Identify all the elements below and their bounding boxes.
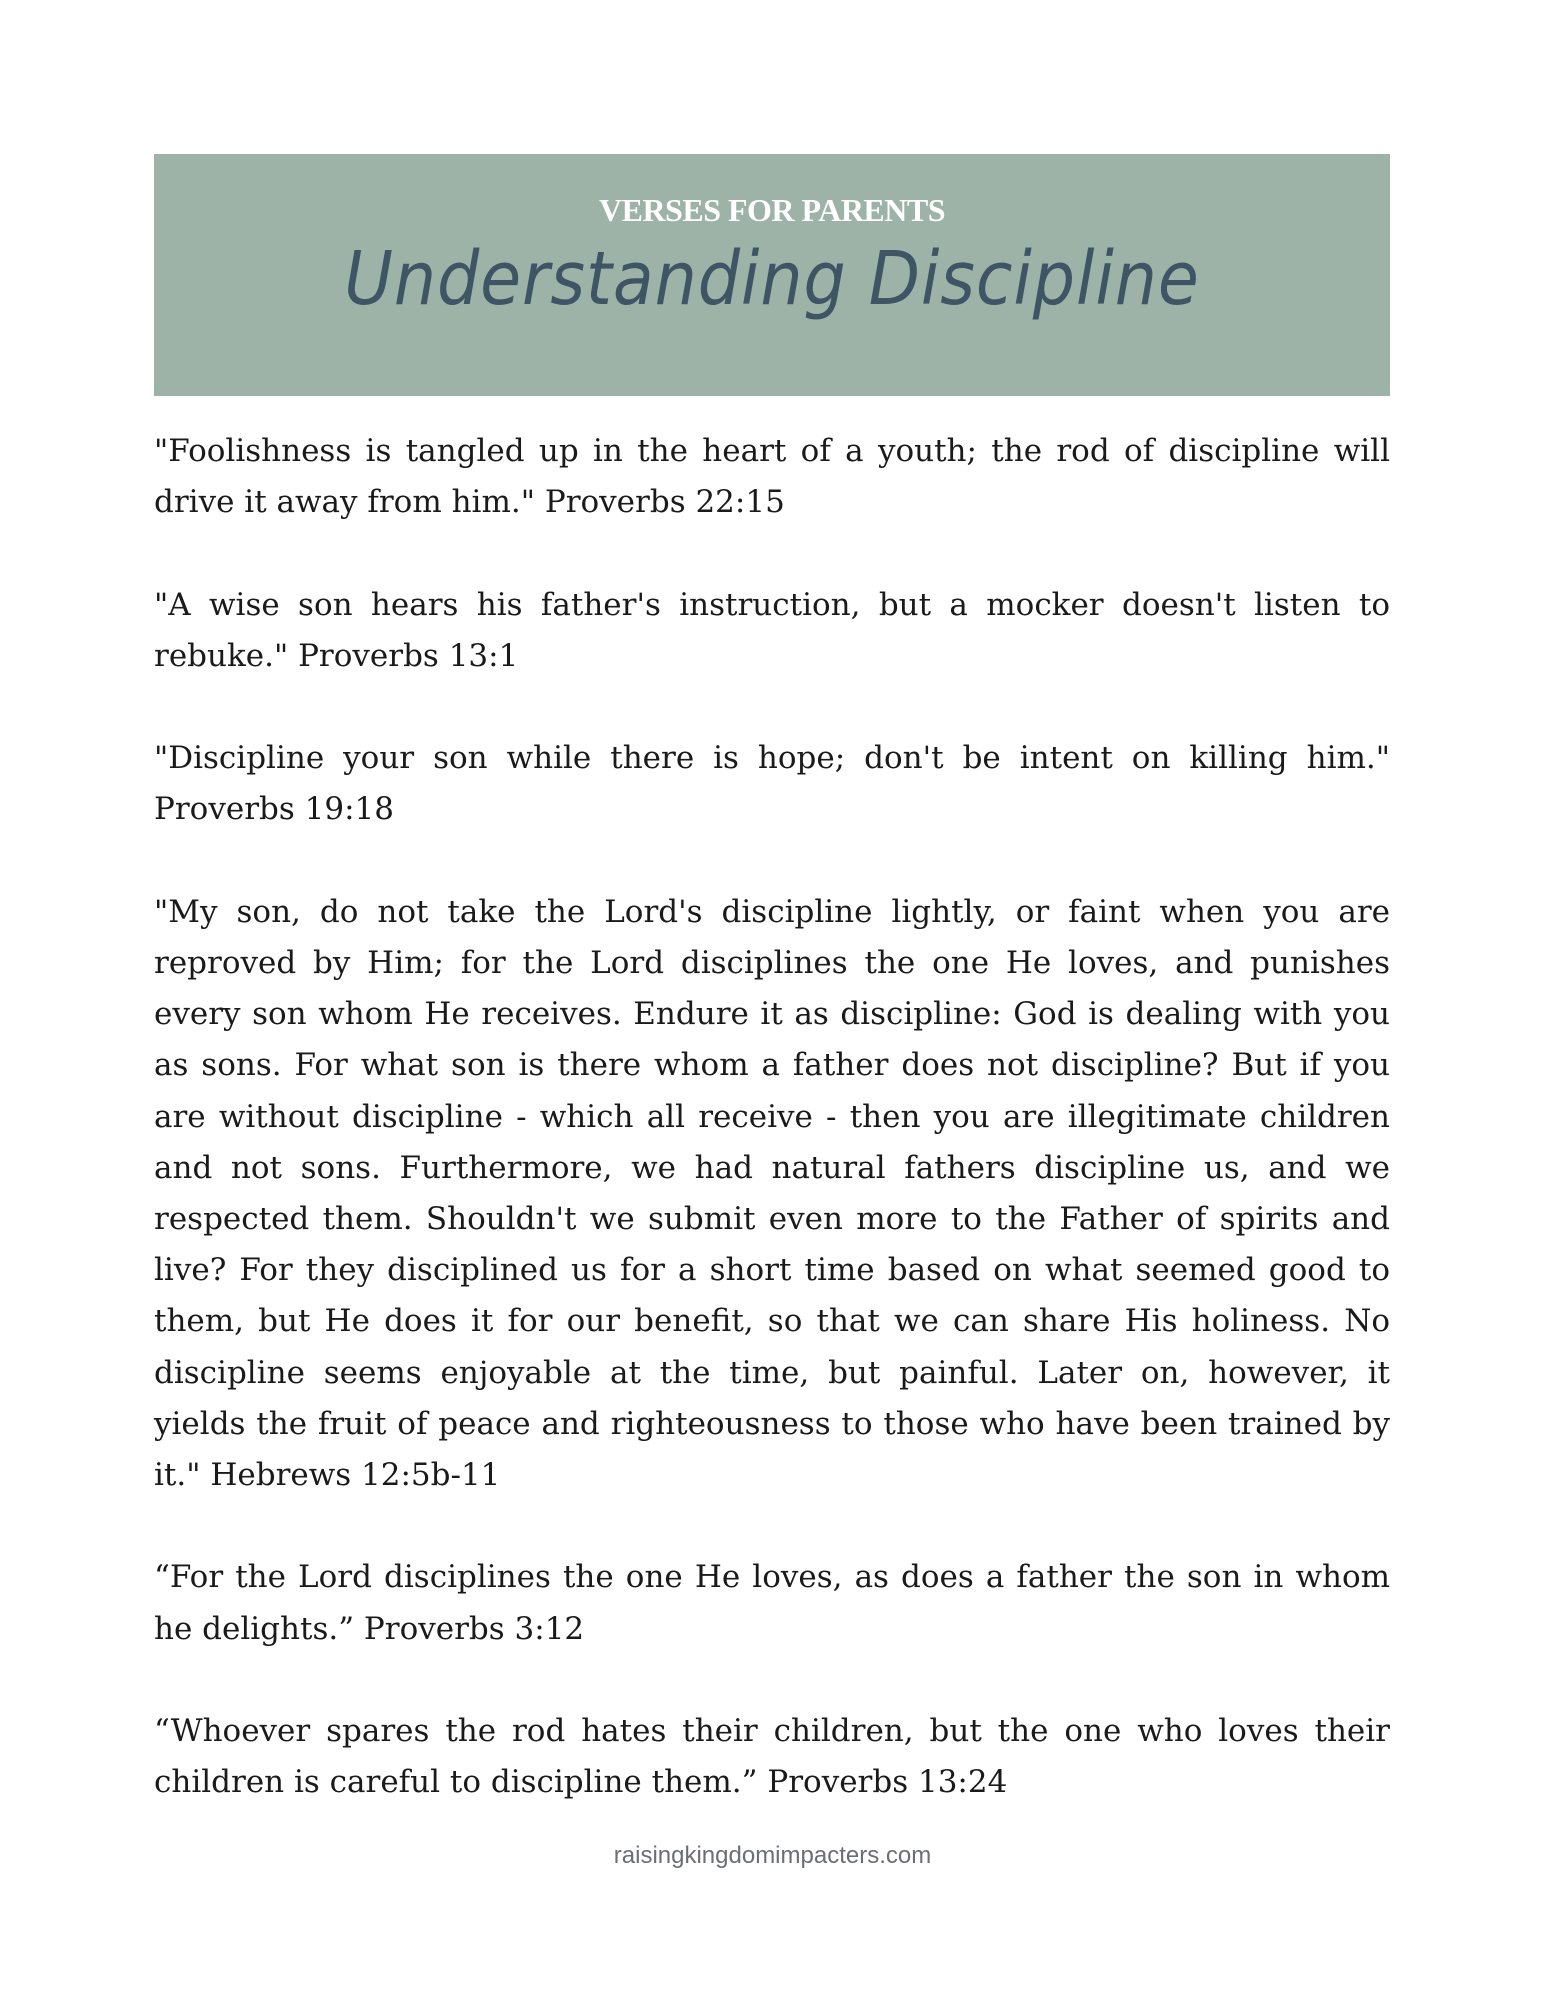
- footer-website: raisingkingdomimpacters.com: [613, 1842, 932, 1869]
- kicker-heading: VERSES FOR PARENTS: [598, 192, 946, 228]
- verse-paragraph: “For the Lord disciplines the one He loves, as does a father the son in whom he delights.” Proverbs 3:12: [154, 1559, 1390, 1647]
- verse-paragraph: "My son, do not take the Lord's discipline lightly, or faint when you are reproved by Him; for the Lord disciplines the one He loves, and punishes every son whom He receives. Endure it as discipline: God is dealing with you as sons. For what son is there whom a father does not discipline? But if you are without discipline - which all receive - then you are illegitimate children and not sons. Furthermore, we had natural fathers discipline us, and we respected them. Shouldn't we submit even more to the Father of spirits and live? For they disciplined us for a short time based on what seemed good to them, but He does it for our benefit, so that we can share His holiness. No discipline seems enjoyable at the time, but painful. Later on, however, it yields the fruit of peace and righteousness to those who have been trained by it." Hebrews 12:5b-11: [154, 893, 1390, 1494]
- page-title: Understanding Discipline: [344, 236, 1200, 322]
- verse-paragraph: "Foolishness is tangled up in the heart of a youth; the rod of discipline will drive it away from him." Proverbs 22:15: [154, 433, 1390, 521]
- verse-paragraph: "A wise son hears his father's instruction, but a mocker doesn't listen to rebuke." Proverbs 13:1: [154, 586, 1390, 674]
- header-banner: [154, 154, 1390, 396]
- verse-paragraph: "Discipline your son while there is hope; don't be intent on killing him." Proverbs 19:18: [154, 740, 1390, 828]
- verse-paragraph: “Whoever spares the rod hates their children, but the one who loves their children is careful to discipline them.” Proverbs 13:24: [154, 1713, 1390, 1801]
- verse-list: [154, 426, 1390, 1860]
